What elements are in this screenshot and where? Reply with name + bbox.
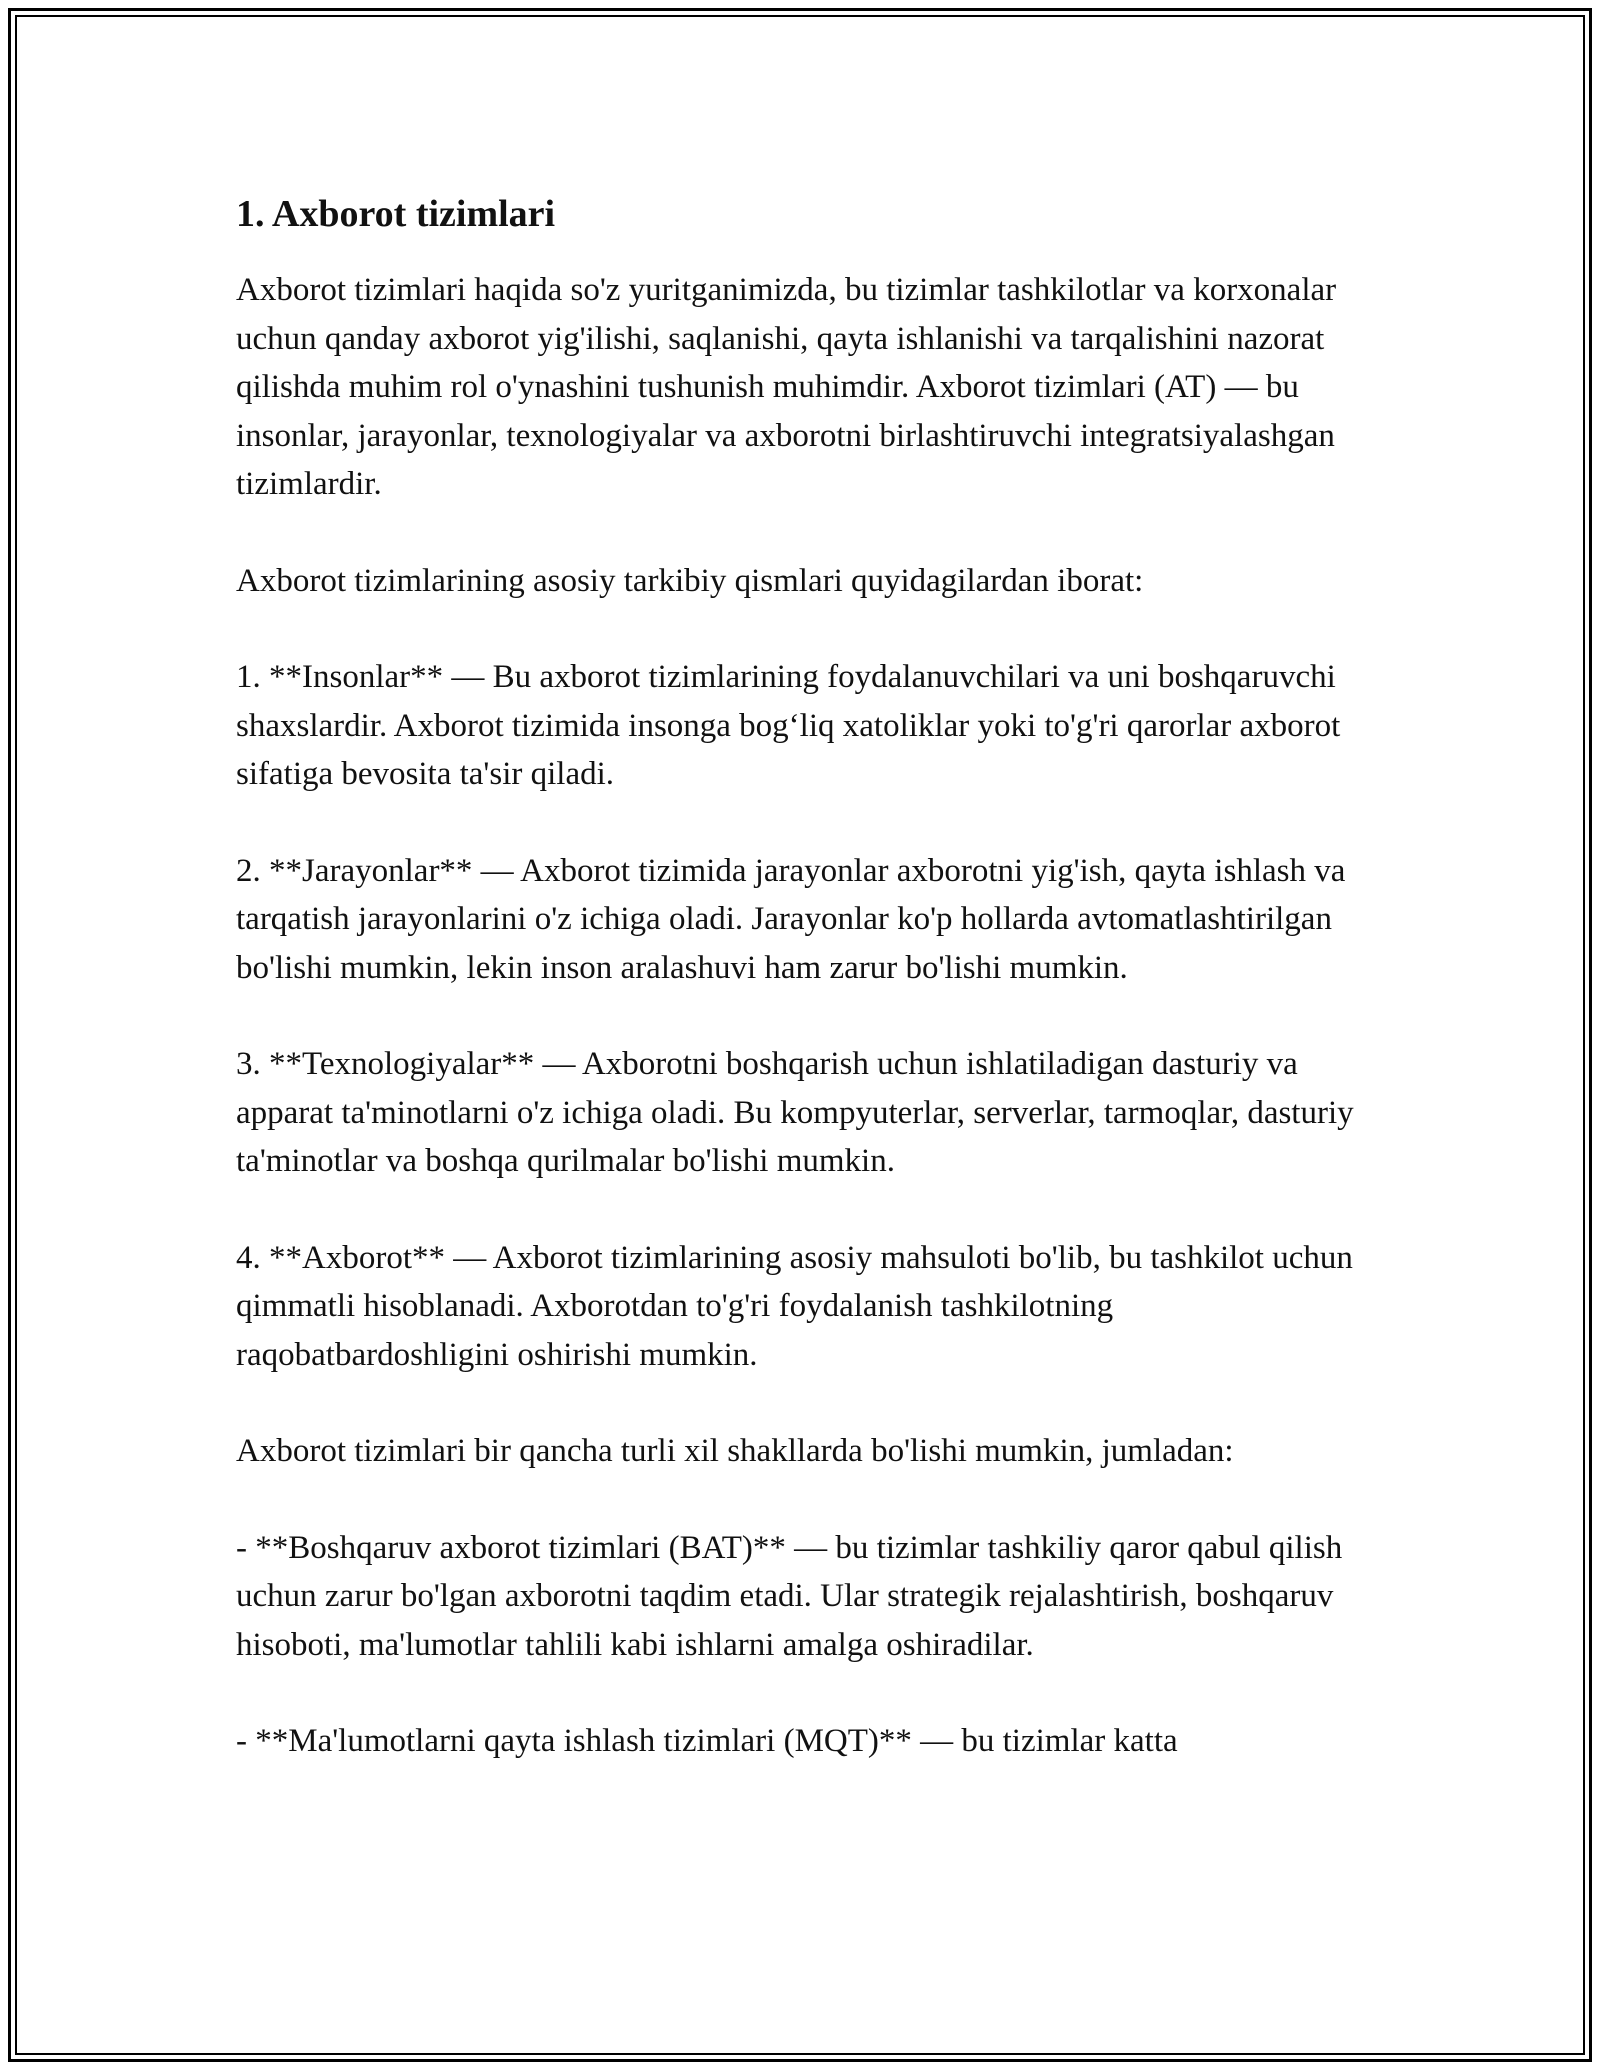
paragraph-types-lead: Axborot tizimlari bir qancha turli xil shakllarda bo'lishi mumkin, jumladan: <box>236 1433 1234 1469</box>
document-body <box>236 186 1386 1814</box>
paragraph-technologies: 3. **Texnologiyalar** — Axborotni boshqarish uchun ishlatiladigan dasturiy va apparat ta'minotlarni o'z ichiga oladi. Bu kompyuterlar, serverlar, tarmoqlar, dasturiy ta'minotlar va boshqa qurilmalar bo'lishi mumkin. <box>236 1046 1354 1179</box>
section-heading: 1. Axborot tizimlari <box>236 193 556 235</box>
paragraph-information: 4. **Axborot** — Axborot tizimlarining asosiy mahsuloti bo'lib, bu tashkilot uchun qimmatli hisoblanadi. Axborotdan to'g'ri foydalanish tashkilotning raqobatbardoshligini oshirishi mumkin. <box>236 1239 1353 1373</box>
paragraph-people: 1. **Insonlar** — Bu axborot tizimlarining foydalanuvchilari va uni boshqaruvchi shaxslardir. Axborot tizimida insonga bog‘liq xatoliklar yoki to'g'ri qarorlar axborot sifatiga bevosita ta'sir qiladi. <box>236 659 1341 792</box>
paragraph-components-lead: Axborot tizimlarining asosiy tarkibiy qismlari quyidagilardan iborat: <box>236 562 1144 599</box>
paragraph-processes: 2. **Jarayonlar** — Axborot tizimida jarayonlar axborotni yig'ish, qayta ishlash va tarqatish jarayonlarini o'z ichiga oladi. Jarayonlar ko'p hollarda avtomatlashtirilgan bo'lishi mumkin, lekin inson aralashuvi ham zarur bo'lishi mumkin. <box>236 852 1346 986</box>
paragraph-intro: Axborot tizimlari haqida so'z yuritganimizda, bu tizimlar tashkilotlar va korxonalar uchun qanday axborot yig'ilishi, saqlanishi, qayta ishlanishi va tarqalishini nazorat qilishda muhim rol o'ynashini tushunish muhimdir. Axborot tizimlari (AT) — bu insonlar, jarayonlar, texnologiyalar va axborotni birlashtiruvchi integratsiyalashgan tizimlardir. <box>236 272 1337 502</box>
paragraph-dps: - **Ma'lumotlarni qayta ishlash tizimlari (MQT)** — bu tizimlar katta <box>236 1723 1178 1759</box>
paragraph-mis: - **Boshqaruv axborot tizimlari (BAT)** — bu tizimlar tashkiliy qaror qabul qilish uchun zarur bo'lgan axborotni taqdim etadi. Ular strategik rejalashtirish, boshqaruv hisoboti, ma'lumotlar tahlili kabi ishlarni amalga oshiradilar. <box>236 1529 1343 1663</box>
